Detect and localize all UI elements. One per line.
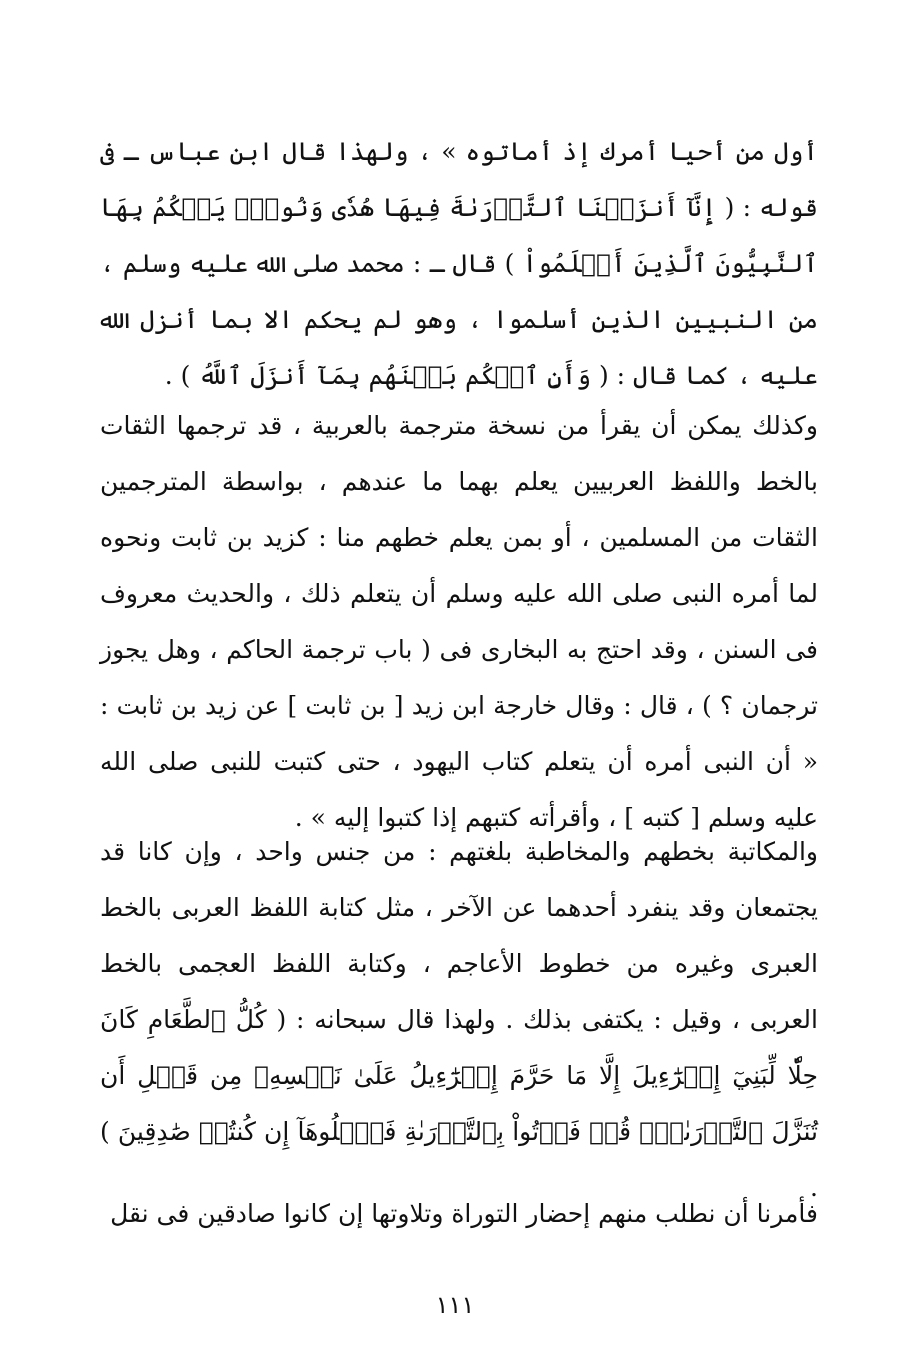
paragraph-1: أول من أحيا أمرك إذ أماتوه » ، ولهذا قال ابن عباس ـ فى قوله : ( إِنَّآ أَنزَلۡنَا ٱلتَّوۡرَىٰةَ فِيهَا هُدٗى وَنُورٞۚ يَحۡكُمُ بِهَا ٱلنَّبِيُّونَ ٱلَّذِينَ أَسۡلَمُواْ ) قال ـ : محمد صلى الله عليه وسلم ، من النبيين الذين أسلموا ، وهو لم يحكم الا بما أنزل الله عليه ، كما قال : ( وَأَنِ ٱحۡكُم بَيۡنَهُم بِمَآ أَنزَلَ ٱللَّهُ ) . xyxy=(100,137,818,390)
paragraph-3: والمكاتبة بخطهم والمخاطبة بلغتهم : من جنس واحد ، وإن كانا قد يجتمعان وقد ينفرد أحدهما عن الآخر ، مثل كتابة اللفظ العربى بالخط العبرى وغيره من خطوط الأعاجم ، وكتابة اللفظ العجمى بالخط العربى ، وقيل : يكتفى بذلك . ولهذا قال سبحانه : ( كُلُّ ٱلطَّعَامِ كَانَ حِلّٗا لِّبَنِيٓ إِسۡرَٰٓءِيلَ إِلَّا مَا حَرَّمَ إِسۡرَٰٓءِيلُ عَلَىٰ نَفۡسِهِۦ مِن قَبۡلِ أَن تُنَزَّلَ ٱلتَّوۡرَىٰةُۗ قُلۡ فَأۡتُواْ بِٱلتَّوۡرَىٰةِ فَٱتۡلُوهَآ إِن كُنتُمۡ صَٰدِقِينَ ) . xyxy=(100,837,818,1202)
paragraph-2: وكذلك يمكن أن يقرأ من نسخة مترجمة بالعربية ، قد ترجمها الثقات بالخط واللفظ العربيين يعلم بهما ما عندهم ، بواسطة المترجمين الثقات من المسلمين ، أو بمن يعلم خطهم منا : كزيد بن ثابت ونحوه لما أمره النبى صلى الله عليه وسلم أن يتعلم ذلك ، والحديث معروف فى السنن ، وقد احتج به البخارى فى ( باب ترجمة الحاكم ، وهل يجوز ترجمان ؟ ) ، قال : وقال خارجة ابن زيد [ بن ثابت ] عن زيد بن ثابت : « أن النبى أمره أن يتعلم كتاب اليهود ، حتى كتبت للنبى صلى الله عليه وسلم [ كتبه ] ، وأقرأته كتبهم إذا كتبوا إليه » . xyxy=(100,411,818,832)
page-number: ١١١ xyxy=(435,1291,475,1319)
paragraph-4: فأمرنا أن نطلب منهم إحضار التوراة وتلاوتها إن كانوا صادقين فى نقل xyxy=(110,1199,818,1228)
